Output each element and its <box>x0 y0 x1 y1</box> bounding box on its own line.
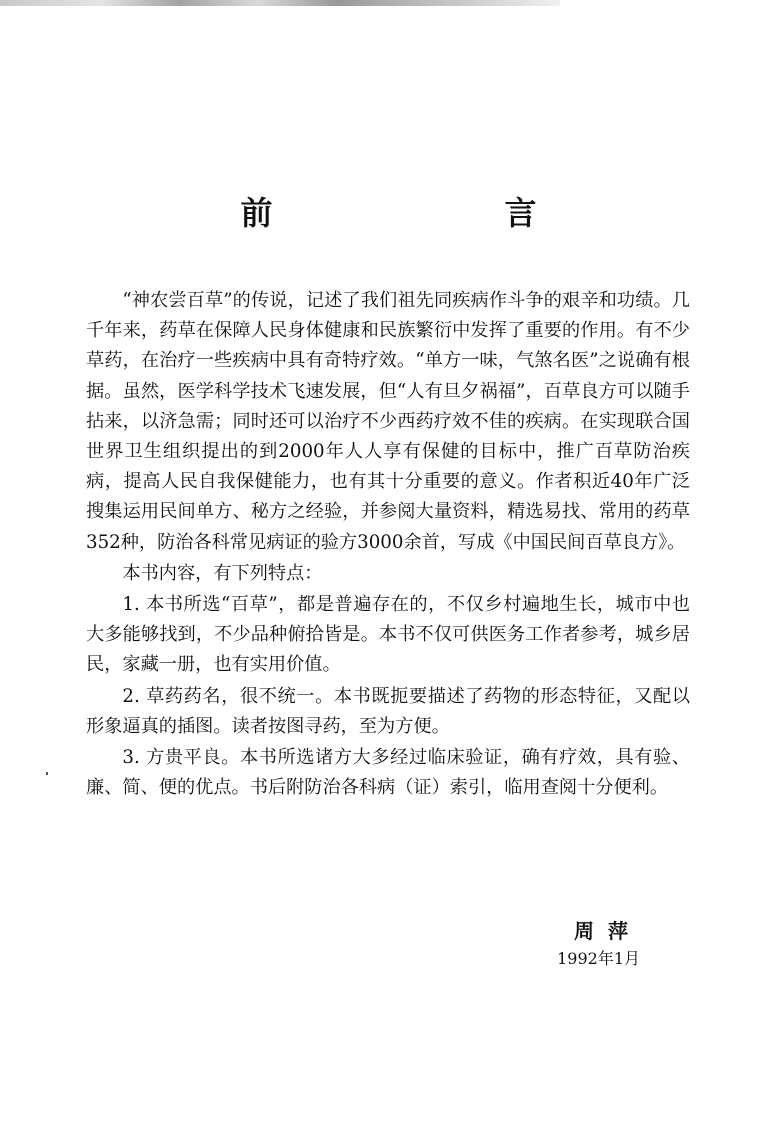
preface-body <box>86 286 690 804</box>
scan-edge-artifact <box>0 0 560 6</box>
paragraph-feature-1: 1. 本书所选“百草”，都是普遍存在的，不仅乡村遍地生长，城市中也大多能够找到，不少品种俯拾皆是。本书不仅可供医务工作者参考，城乡居民，家藏一册，也有实用价值。 <box>86 594 690 676</box>
signature-date: 1992年1月 <box>557 949 640 968</box>
page-title: 前 言 <box>240 194 593 232</box>
paragraph-intro: “神农尝百草”的传说，记述了我们祖先同疾病作斗争的艰辛和功绩。几千年来，药草在保障人民身体健康和民族繁衍中发挥了重要的作用。有不少草药，在治疗一些疾病中具有奇特疗效。“单方一味，气煞名医”之说确有根据。虽然，医学科学技术飞速发展，但“人有旦夕祸福”，百草良方可以随手拈来，以济急需；同时还可以治疗不少西药疗效不佳的疾病。在实现联合国世界卫生组织提出的到2000年人人享有保健的目标中，推广百草防治疾病，提高人民自我保健能力，也有其十分重要的意义。作者积近40年广泛搜集运用民间单方、秘方之经验，并参阅大量资料，精选易找、常用的药草352种，防治各科常见病证的验方3000余首，写成《中国民间百草良方》。 <box>86 290 690 553</box>
paragraph-features-heading: 本书内容，有下列特点： <box>122 562 323 584</box>
paragraph-feature-2: 2. 草药药名，很不统一。本书既扼要描述了药物的形态特征，又配以形象逼真的插图。读者按图寻药，至为方便。 <box>86 685 690 737</box>
margin-speck <box>46 772 48 775</box>
paragraph-feature-3: 3. 方贵平良。本书所选诸方大多经过临床验证，确有疗效，具有验、廉、简、便的优点。书后附防治各科病（证）索引，临用查阅十分便利。 <box>86 747 690 799</box>
author-signature: 周萍 <box>574 919 642 943</box>
